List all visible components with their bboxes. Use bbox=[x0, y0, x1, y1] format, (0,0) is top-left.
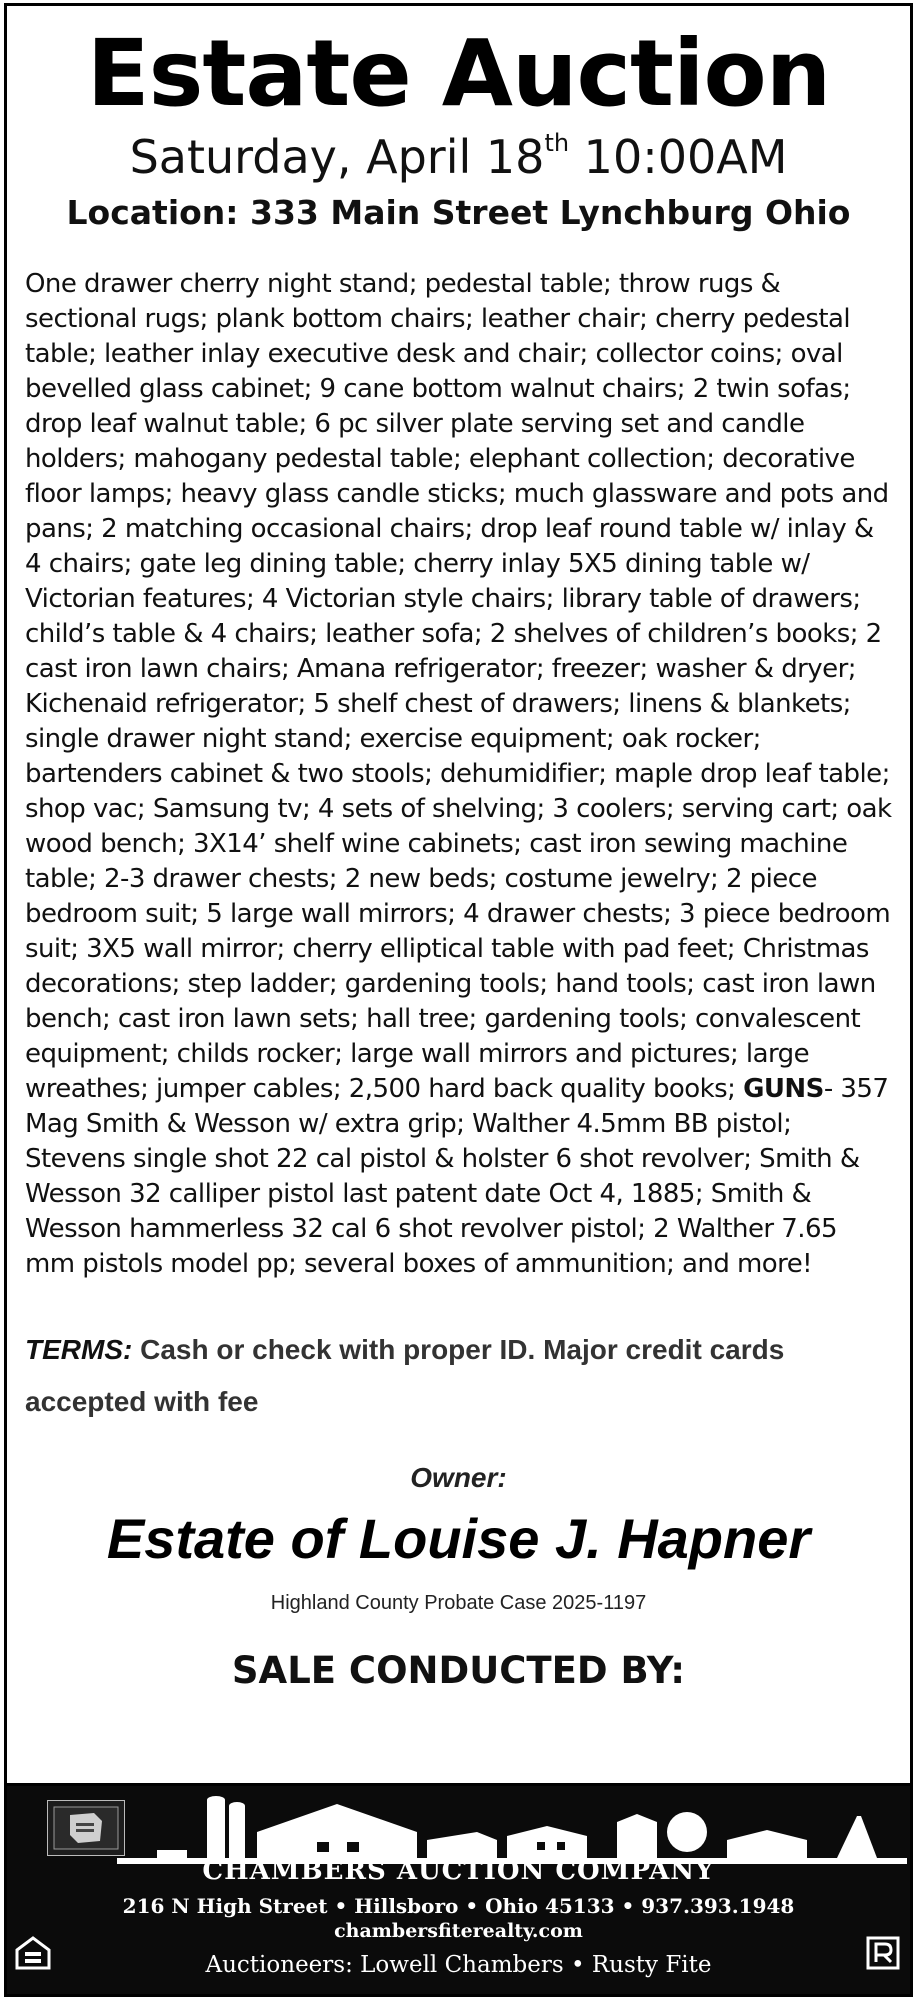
equal-housing-icon bbox=[13, 1932, 53, 1972]
company-footer bbox=[7, 1783, 910, 1994]
auction-date bbox=[7, 129, 910, 184]
guns-label: GUNS bbox=[743, 1074, 824, 1104]
general-items: One drawer cherry night stand; pedestal table; throw rugs & sectional rugs; plank bottom chairs; leather chair; cherry pedestal table; leather inlay executive desk and chair; collector coins; oval bevelled glass cabinet; 9 cane bottom walnut chairs; 2 twin sofas; drop leaf walnut table; 6 pc silver plate serving set and candle holders; mahogany pedestal table; elephant collection; decorative floor lamps; heavy glass candle sticks; much glassware and pots and pans; 2 matching occasional chairs; drop leaf round table w/ inlay & 4 chairs; gate leg dining table; cherry inlay 5X5 dining table w/ Victorian features; 4 Victorian style chairs; library table of drawers; child’s table & 4 chairs; leather sofa; 2 shelves of children’s books; 2 cast iron lawn chairs; Amana refrigerator; freezer; washer & dryer; Kichenaid refrigerator; 5 shelf chest of drawers; linens & blankets; single drawer night stand; exercise equipment; oak rocker; bartenders cabinet & two stools; dehumidifier; maple drop leaf table; shop vac; Samsung tv; 4 sets of shelving; 3 coolers; serving cart; oak wood bench; 3X14’ shelf wine cabinets; cast iron sewing machine table; 2-3 drawer chests; 2 new beds; costume jewelry; 2 piece bedroom suit; 5 large wall mirrors; 4 drawer chests; 3 piece bedroom suit; 3X5 wall mirror; cherry elliptical table with pad feet; Christmas decorations; step ladder; gardening tools; hand tools; cast iron lawn bench; cast iron lawn sets; hall tree; gardening tools; convalescent equipment; childs rocker; large wall mirrors and pictures; large wreathes; jumper cables; 2,500 hard back quality books; bbox=[25, 269, 892, 1104]
auction-location: Location: 333 Main Street Lynchburg Ohio bbox=[66, 193, 851, 232]
date-suffix: th bbox=[544, 129, 570, 157]
guns-items: - 357 Mag Smith & Wesson w/ extra grip; Walther 4.5mm BB pistol; Stevens single shot 22 cal pistol & holster 6 shot revolver; Smith & Wesson 32 calliper pistol last patent date Oct 4, 1885; Smith & Wesson hammerless 32 cal 6 shot revolver pistol; 2 Walther 7.65 mm pistols model pp; several boxes of ammunition; and more! bbox=[25, 1074, 889, 1279]
auction-ad bbox=[4, 3, 913, 1997]
auctioneers: Auctioneers: Lowell Chambers • Rusty Fite bbox=[205, 1952, 712, 1978]
company-website[interactable]: chambersfiterealty.com bbox=[334, 1920, 583, 1942]
date-prefix: Saturday, April 18 bbox=[129, 130, 545, 184]
item-list bbox=[25, 267, 892, 1282]
terms-label: TERMS: bbox=[25, 1334, 133, 1365]
owner-label: Owner: bbox=[410, 1462, 507, 1493]
terms bbox=[25, 1324, 892, 1428]
company-name: CHAMBERS AUCTION COMPANY bbox=[202, 1856, 715, 1886]
company-address: 216 N High Street • Hillsboro • Ohio 45133 • 937.393.1948 bbox=[122, 1894, 795, 1918]
probate-case: Highland County Probate Case 2025-1197 bbox=[270, 1591, 647, 1614]
ad-title: Estate Auction bbox=[86, 20, 831, 127]
terms-text: Cash or check with proper ID. Major credit cards accepted with fee bbox=[25, 1334, 785, 1417]
realtor-icon bbox=[866, 1936, 900, 1970]
auction-time: 10:00AM bbox=[569, 130, 788, 184]
ohio-auctioneers-badge-icon bbox=[47, 1800, 125, 1856]
owner-name: Estate of Louise J. Hapner bbox=[106, 1507, 811, 1570]
sale-conducted-by: SALE CONDUCTED BY: bbox=[231, 1648, 686, 1692]
